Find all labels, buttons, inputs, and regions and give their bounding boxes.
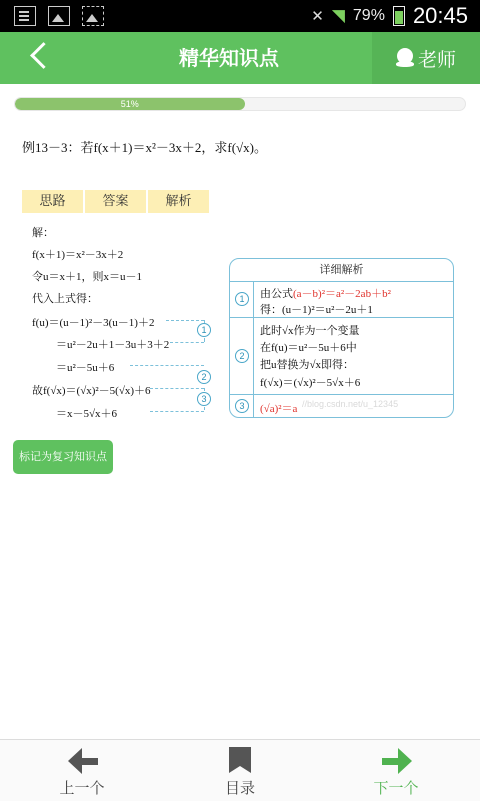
image-icon: [82, 6, 104, 26]
bottom-nav: [0, 739, 480, 801]
app-header: [0, 32, 480, 84]
mute-icon: ✕: [311, 7, 324, 25]
detail-text: 在f(u)＝u²－5u＋6中: [260, 342, 357, 354]
wifi-icon: ◥: [331, 6, 345, 26]
connector-line: [166, 320, 204, 321]
solution-line: ＝u²－2u＋1－3u＋3＋2: [56, 339, 170, 351]
marker-2: 2: [197, 370, 211, 384]
arrow-left-icon: [68, 748, 98, 774]
explanation-card: [20, 186, 454, 422]
formula-text: (√a)²＝a: [260, 403, 298, 415]
solution-line: 故f(√x)＝(√x)²－5(√x)＋6: [32, 385, 151, 397]
connector-line: [170, 342, 204, 343]
connector-line: [130, 365, 204, 366]
battery-percent: 79%: [352, 7, 385, 24]
connector-line: [204, 338, 205, 342]
detail-row-2: [230, 318, 453, 395]
clock: 20:45: [412, 3, 468, 28]
tab-answer[interactable]: 答案: [85, 190, 148, 213]
marker-3: 3: [197, 392, 211, 406]
connector-line: [150, 411, 204, 412]
marker-1: 1: [235, 292, 249, 306]
detail-panel: [229, 258, 454, 418]
teacher-label: 老师: [417, 48, 456, 71]
bookmark-icon: [229, 747, 251, 773]
battery-icon: [393, 6, 405, 26]
tab-analysis[interactable]: 解析: [148, 190, 211, 213]
watermark: //blog.csdn.net/u_12345: [302, 399, 399, 409]
connector-line: [150, 388, 204, 389]
document-icon: [14, 6, 36, 26]
page-title: 精华知识点: [179, 46, 279, 70]
solution-line: f(x＋1)＝x²－3x＋2: [32, 249, 124, 261]
catalog-button[interactable]: [180, 740, 300, 801]
solution-line: f(u)＝(u－1)²－3(u－1)＋2: [32, 317, 155, 329]
prev-button[interactable]: [22, 740, 142, 801]
formula-text: (a－b)²＝a²－2ab＋b²: [293, 288, 391, 300]
solution-line: ＝u²－5u＋6: [56, 362, 115, 374]
next-label: 下一个: [373, 779, 419, 797]
status-bar: [0, 0, 480, 32]
solution-line: ＝x－5√x＋6: [56, 408, 118, 420]
detail-text: 由公式: [260, 288, 293, 300]
catalog-label: 目录: [224, 779, 255, 797]
explanation-tabs: [22, 190, 211, 213]
solution-line: 代入上式得：: [32, 293, 98, 305]
progress-bar: [14, 97, 466, 111]
arrow-right-icon: [382, 748, 412, 774]
marker-1: 1: [197, 323, 211, 337]
detail-text: f(√x)＝(√x)²－5√x＋6: [260, 377, 361, 389]
marker-3: 3: [235, 399, 249, 413]
detail-text: 把u替换为√x即得：: [260, 359, 355, 371]
tab-approach[interactable]: 思路: [22, 190, 85, 213]
detail-row-1: [230, 281, 453, 318]
progress-text: 51%: [120, 99, 139, 109]
detail-text: 此时√x作为一个变量: [260, 325, 360, 337]
next-button[interactable]: [336, 740, 456, 801]
question-text: 例13－3：若f(x＋1)＝x²－3x＋2，求f(√x)。: [22, 140, 268, 155]
solution-heading: 解：: [32, 227, 54, 239]
image-icon: [48, 6, 70, 26]
detail-panel-title: 详细解析: [230, 259, 453, 282]
prev-label: 上一个: [59, 779, 105, 797]
mark-for-review-button[interactable]: 标记为复习知识点: [13, 440, 113, 474]
solution-line: 令u＝x＋1，则x＝u－1: [32, 271, 142, 283]
marker-2: 2: [235, 349, 249, 363]
teacher-button[interactable]: [372, 32, 480, 84]
detail-text: 得：(u－1)²＝u²－2u＋1: [260, 304, 373, 316]
person-icon: [396, 47, 414, 69]
